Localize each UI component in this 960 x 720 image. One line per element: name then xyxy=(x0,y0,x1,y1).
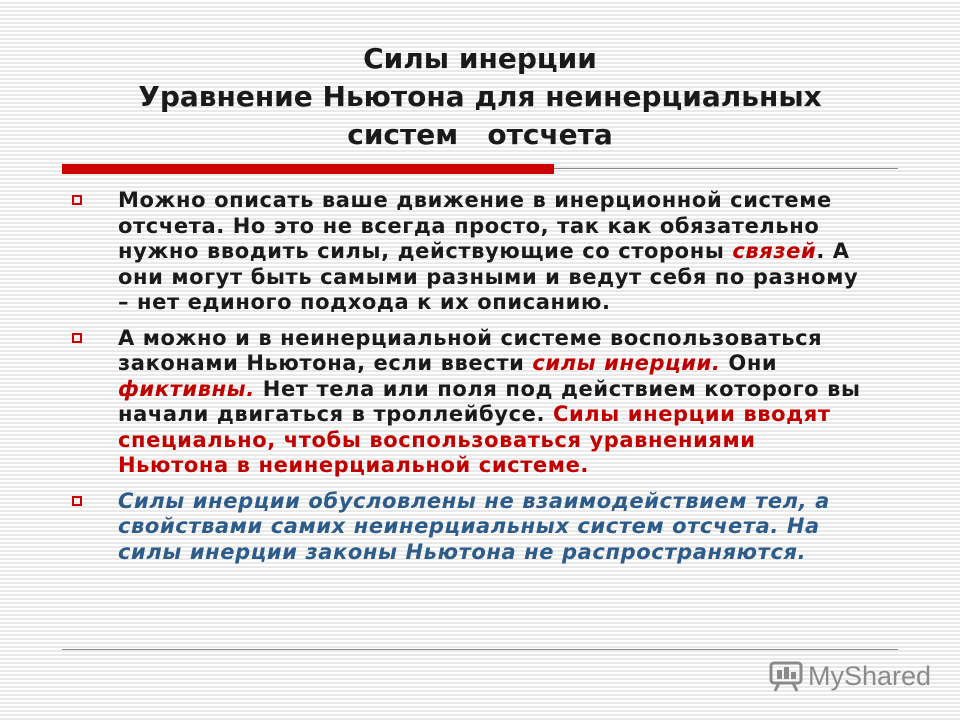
title-underline-rule xyxy=(554,168,898,169)
emphasis-inertia-forces: силы инерции. xyxy=(532,351,721,375)
emphasis-summary: Силы инерции обусловлены не взаимодействием тел, а свойствами самих неинерциальных систем отсчета. На силы инерции законы Ньютона не распространяются. xyxy=(118,488,830,564)
square-bullet-icon xyxy=(72,496,82,506)
emphasis-fictitious: фиктивны. xyxy=(118,376,255,401)
emphasis-conclusion: Силы инерции вводят специально, чтобы воспользоваться уравнениями Ньютона в неинерциальной системе. xyxy=(118,402,831,477)
bullet-list xyxy=(70,188,870,575)
bullet-text-1: Можно описать ваше движение в инерционной системе отсчета. Но это не всегда просто, так как обязательно нужно вводить силы, действующие со стороны связей. А они могут быть самыми разными и ведут себя по разному – нет единого подхода к их описанию. xyxy=(118,188,859,314)
square-bullet-icon xyxy=(72,195,82,205)
watermark-text: MyShared xyxy=(808,660,932,691)
bullet-text-3 xyxy=(118,489,870,566)
bullet-item-3 xyxy=(70,489,870,566)
square-bullet-icon xyxy=(72,333,82,343)
bullet-text-2: А можно и в неинерциальной системе воспользоваться законами Ньютона, если ввести силы инерции. Они фиктивны. Нет тела или поля под действием которого вы начали двигаться в троллейбусе. Силы инерции вводят специально, чтобы воспользоваться уравнениями Ньютона в неинерциальной системе. xyxy=(118,325,861,477)
slide-title xyxy=(60,40,900,154)
title-line-2: Уравнение Ньютона для неинерциальных xyxy=(138,80,822,113)
bullet-item-2 xyxy=(70,326,870,479)
emphasis-links: связей xyxy=(732,239,817,263)
title-underline-accent xyxy=(62,164,554,174)
footer-rule xyxy=(62,649,898,650)
watermark-logo xyxy=(768,656,931,696)
presentation-board-icon xyxy=(768,659,804,693)
title-line-3: систем отсчета xyxy=(347,118,613,151)
title-line-1: Силы инерции xyxy=(363,42,597,75)
bullet-item-1 xyxy=(70,188,870,316)
